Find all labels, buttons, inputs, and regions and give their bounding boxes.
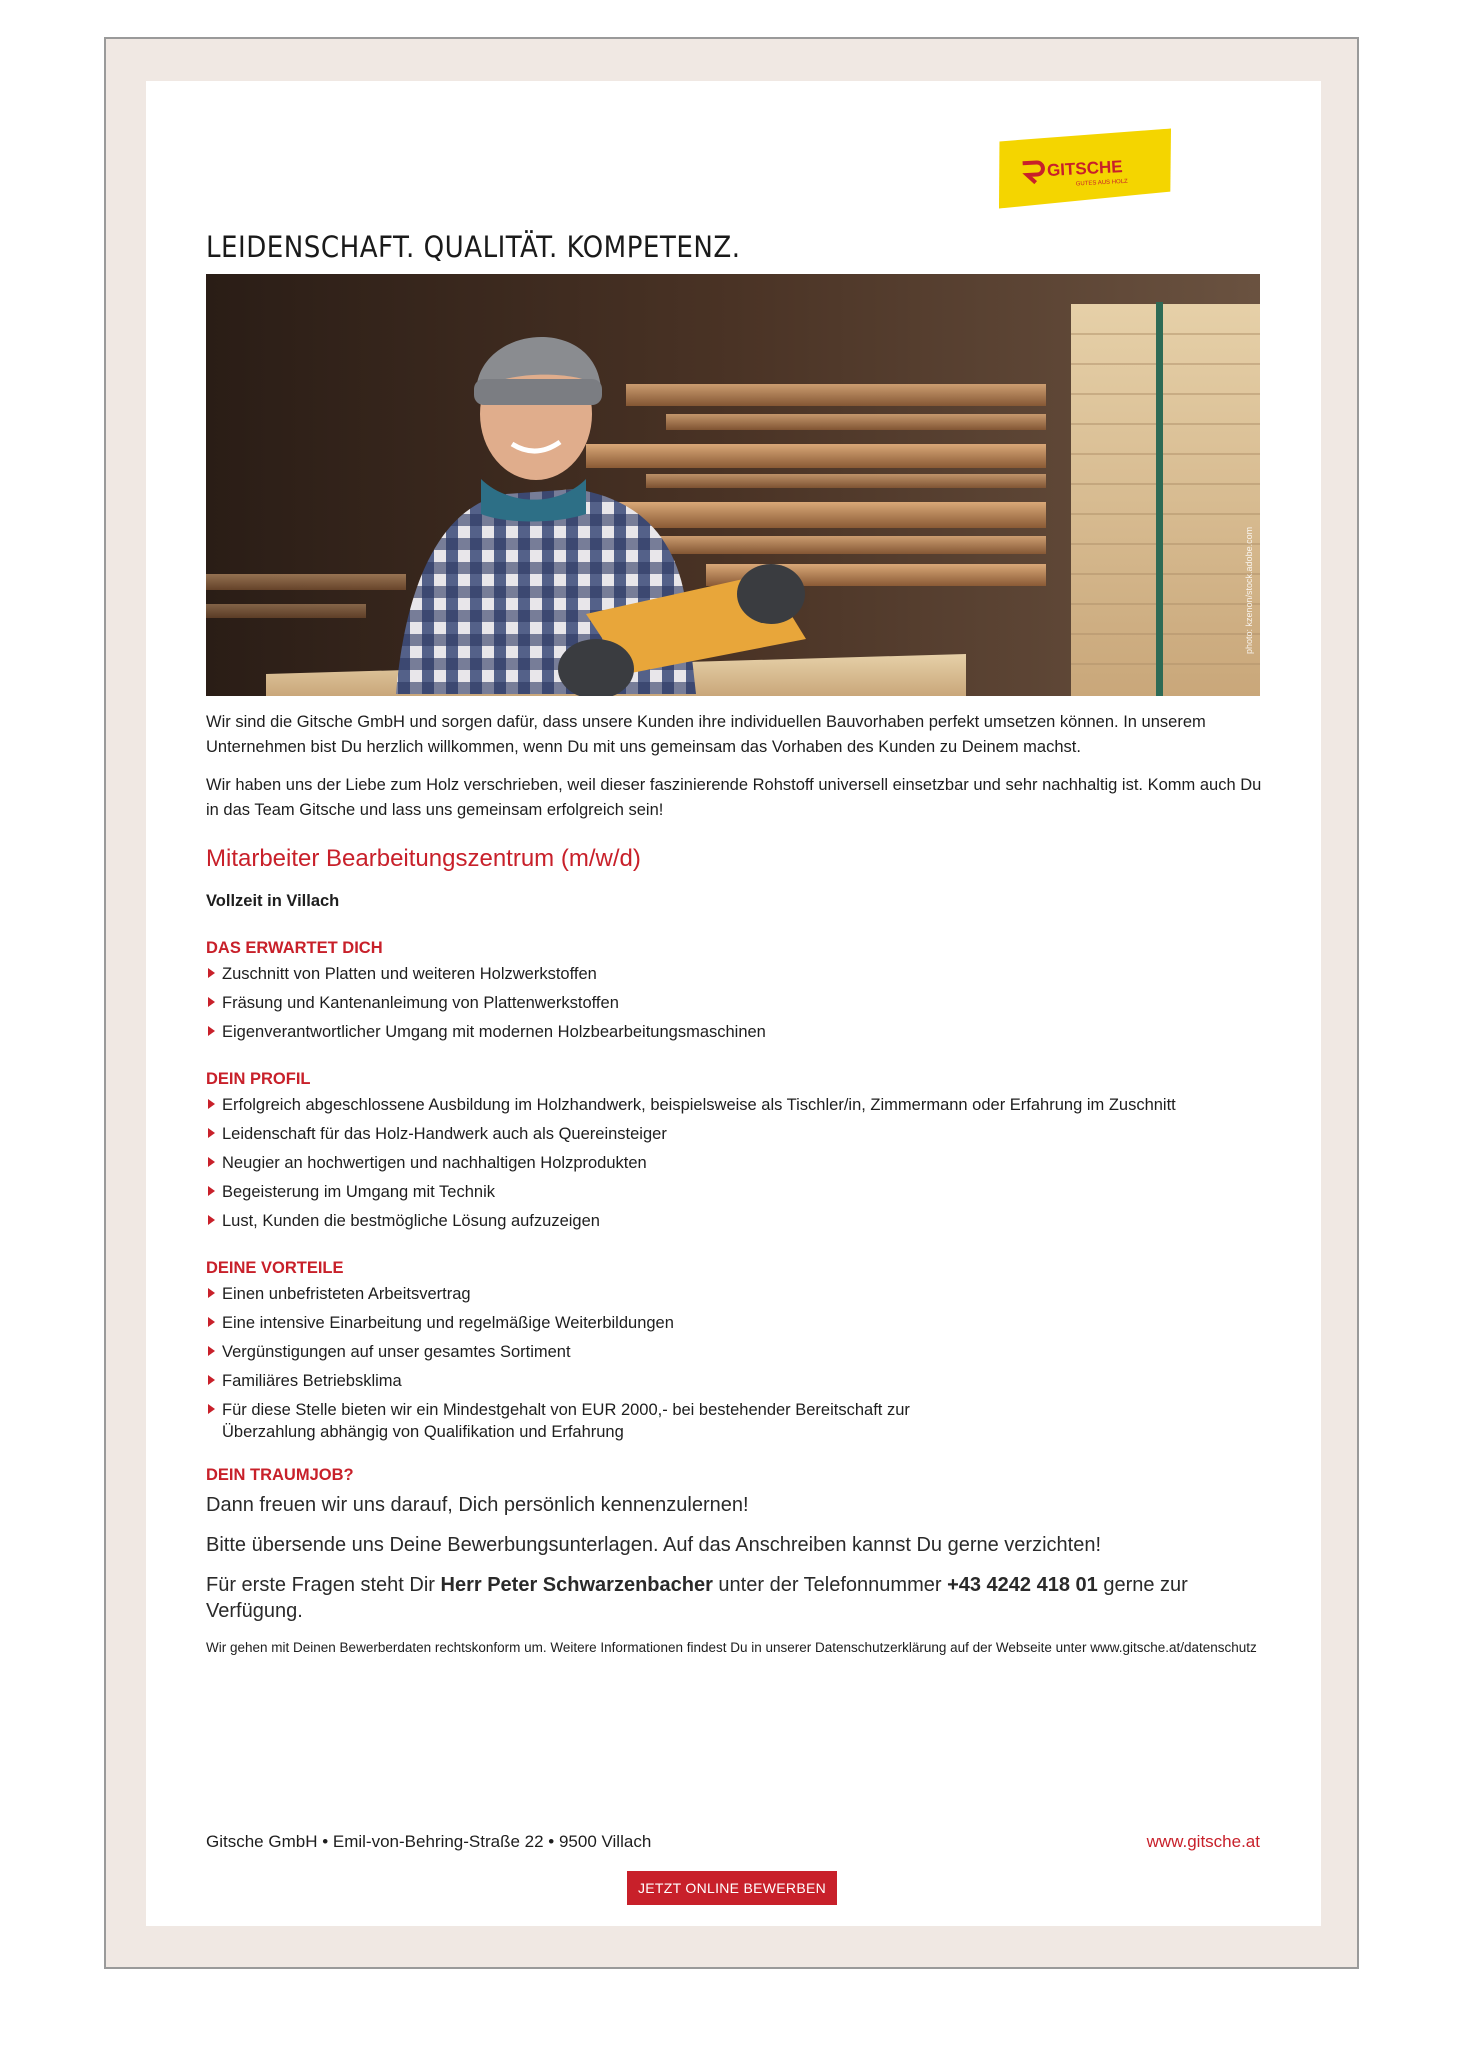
intro-paragraph-2: Wir haben uns der Liebe zum Holz verschrieben, weil dieser faszinierende Rohstoff universell einsetzbar und sehr nachhaltig ist. Komm auch Du in das Team Gitsche und lass uns gemeinsam erfolgreich sein! [206, 776, 1262, 819]
list-item: Vergünstigungen auf unser gesamtes Sortiment [206, 1341, 1264, 1363]
dream-line-1: Dann freuen wir uns darauf, Dich persönlich kennenzulernen! [206, 1494, 749, 1516]
list-item: Fräsung und Kantenanleimung von Plattenwerkstoffen [206, 992, 1264, 1014]
profile-list [206, 1094, 1264, 1232]
bullet-icon [208, 1026, 215, 1036]
privacy-notice: Wir gehen mit Deinen Bewerberdaten rechtskonform um. Weitere Informationen findest Du in unserer Datenschutzerklärung auf der Webseite unter www.gitsche.at/datenschutz [206, 1640, 1257, 1655]
bullet-icon [208, 1375, 215, 1385]
benefits-heading: DEINE VORTEILE [206, 1259, 344, 1277]
bullet-icon [208, 1215, 215, 1225]
logo-wordmark: GITSCHE [1046, 157, 1124, 180]
list-item: Leidenschaft für das Holz-Handwerk auch als Quereinsteiger [206, 1123, 1264, 1145]
expect-heading: DAS ERWARTET DICH [206, 939, 383, 957]
photo-credit: photo: kzenon/stock.adobe.com [1244, 526, 1254, 654]
dream-line-2: Bitte übersende uns Deine Bewerbungsunterlagen. Auf das Anschreiben kannst Du gerne verzichten! [206, 1534, 1102, 1556]
list-item: Einen unbefristeten Arbeitsvertrag [206, 1283, 1264, 1305]
website-link[interactable]: www.gitsche.at [1146, 1832, 1260, 1851]
contact-name: Herr Peter Schwarzenbacher [440, 1574, 713, 1596]
ad-content [206, 710, 1264, 1658]
list-item: Familiäres Betriebsklima [206, 1370, 1264, 1392]
strap [1156, 302, 1163, 696]
dream-heading: DEIN TRAUMJOB? [206, 1466, 354, 1484]
glove-right [737, 564, 805, 624]
contact-line: Für erste Fragen steht Dir Herr Peter Schwarzenbacher unter der Telefonnummer +43 4242 418 01 gerne zur Verfügung. [206, 1574, 1188, 1622]
list-item: Eigenverantwortlicher Umgang mit modernen Holzbearbeitungsmaschinen [206, 1021, 1264, 1043]
bullet-icon [208, 1346, 215, 1356]
company-address: Gitsche GmbH • Emil-von-Behring-Straße 22 • 9500 Villach [206, 1832, 652, 1851]
job-subtitle: Vollzeit in Villach [206, 892, 340, 910]
hero-photo [206, 274, 1260, 696]
bullet-icon [208, 997, 215, 1007]
list-item: Neugier an hochwertigen und nachhaltigen Holzprodukten [206, 1152, 1264, 1174]
logo-tagline: GUTES AUS HOLZ [1075, 178, 1128, 188]
list-item: Zuschnitt von Platten und weiteren Holzwerkstoffen [206, 963, 1264, 985]
bullet-icon [208, 1288, 215, 1298]
expect-list [206, 963, 1264, 1043]
contact-phone[interactable]: +43 4242 418 01 [947, 1574, 1098, 1596]
bullet-icon [208, 1186, 215, 1196]
apply-online-button[interactable]: JETZT ONLINE BEWERBEN [627, 1871, 837, 1905]
list-item: Eine intensive Einarbeitung und regelmäßige Weiterbildungen [206, 1312, 1264, 1334]
benefits-list [206, 1283, 1264, 1443]
profile-heading: DEIN PROFIL [206, 1070, 311, 1088]
bullet-icon [208, 1404, 215, 1414]
intro-paragraph-1: Wir sind die Gitsche GmbH und sorgen dafür, dass unsere Kunden ihre individuellen Bauvorhaben perfekt umsetzen können. In unserem Unternehmen bist Du herzlich willkommen, wenn Du mit uns gemeinsam das Vorhaben des Kunden zu Deinem machst. [206, 713, 1206, 756]
list-item: Lust, Kunden die bestmögliche Lösung aufzuzeigen [206, 1210, 1264, 1232]
list-item: Für diese Stelle bieten wir ein Mindestgehalt von EUR 2000,- bei bestehender Bereitschaft zur Überzahlung abhängig von Qualifikation und Erfahrung [206, 1399, 1264, 1443]
list-item: Begeisterung im Umgang mit Technik [206, 1181, 1264, 1203]
bullet-icon [208, 1099, 215, 1109]
bullet-icon [208, 1317, 215, 1327]
job-title: Mitarbeiter Bearbeitungszentrum (m/w/d) [206, 845, 641, 872]
list-item: Erfolgreich abgeschlossene Ausbildung im Holzhandwerk, beispielsweise als Tischler/in, Zimmermann oder Erfahrung im Zuschnitt [206, 1094, 1264, 1116]
page-headline: LEIDENSCHAFT. QUALITÄT. KOMPETENZ. [206, 230, 741, 264]
board-stack [1071, 304, 1260, 696]
bullet-icon [208, 1157, 215, 1167]
gitsche-logo [995, 128, 1174, 208]
bullet-icon [208, 1128, 215, 1138]
bullet-icon [208, 968, 215, 978]
